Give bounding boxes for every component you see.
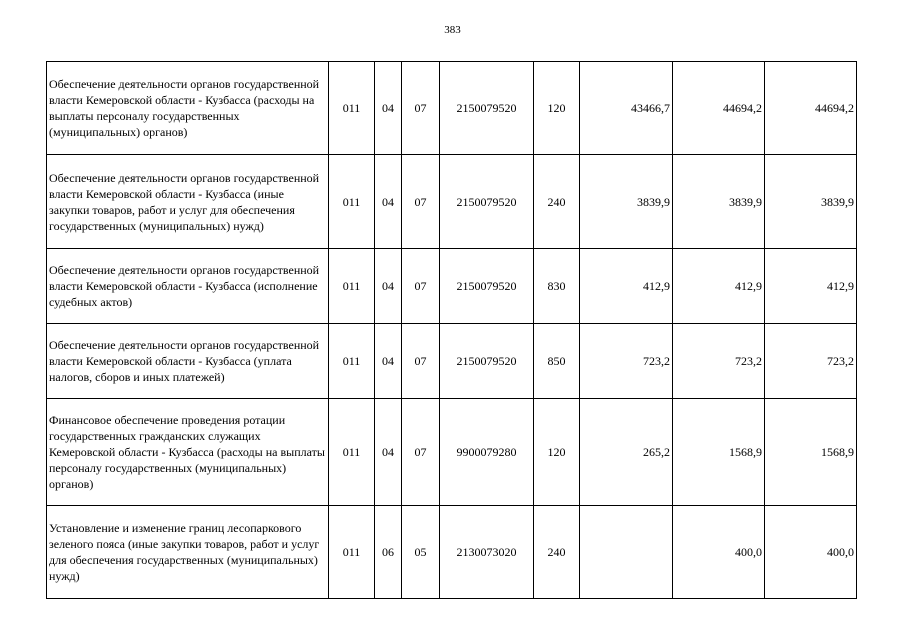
target-article-code: 2130073020 [440,506,534,599]
subsection-code: 05 [402,506,440,599]
subsection-code: 07 [402,155,440,249]
amount-year-3: 1568,9 [765,399,857,506]
expense-type-code: 120 [534,62,580,155]
ministry-code: 011 [329,62,375,155]
amount-year-3: 3839,9 [765,155,857,249]
expense-type-code: 240 [534,506,580,599]
amount-year-3: 400,0 [765,506,857,599]
row-description: Обеспечение деятельности органов государственной власти Кемеровской области - Кузбасса (исполнение судебных актов) [47,249,329,324]
table-row [47,62,857,155]
page-number: 383 [444,24,461,36]
ministry-code: 011 [329,506,375,599]
ministry-code: 011 [329,249,375,324]
expense-type-code: 120 [534,399,580,506]
amount-year-1: 43466,7 [580,62,673,155]
table-body [47,62,857,599]
amount-year-2: 3839,9 [673,155,765,249]
subsection-code: 07 [402,62,440,155]
row-description: Обеспечение деятельности органов государственной власти Кемеровской области - Кузбасса (расходы на выплаты персоналу государственных (муниципальных) органов) [47,62,329,155]
amount-year-2: 400,0 [673,506,765,599]
amount-year-1: 265,2 [580,399,673,506]
amount-year-1: 412,9 [580,249,673,324]
expense-type-code: 830 [534,249,580,324]
section-code: 04 [375,324,402,399]
ministry-code: 011 [329,324,375,399]
ministry-code: 011 [329,155,375,249]
section-code: 04 [375,399,402,506]
row-description: Обеспечение деятельности органов государственной власти Кемеровской области - Кузбасса (иные закупки товаров, работ и услуг для обеспечения государственных (муниципальных) нужд) [47,155,329,249]
target-article-code: 2150079520 [440,249,534,324]
target-article-code: 2150079520 [440,62,534,155]
table-row [47,155,857,249]
subsection-code: 07 [402,249,440,324]
section-code: 04 [375,62,402,155]
table-row [47,399,857,506]
amount-year-2: 412,9 [673,249,765,324]
table-row [47,249,857,324]
amount-year-2: 44694,2 [673,62,765,155]
row-description: Обеспечение деятельности органов государственной власти Кемеровской области - Кузбасса (уплата налогов, сборов и иных платежей) [47,324,329,399]
target-article-code: 2150079520 [440,155,534,249]
table-row [47,506,857,599]
table-row [47,324,857,399]
section-code: 04 [375,155,402,249]
row-description: Финансовое обеспечение проведения ротации государственных гражданских служащих Кемеровской области - Кузбасса (расходы на выплаты персоналу государственных (муниципальных) органов) [47,399,329,506]
amount-year-3: 723,2 [765,324,857,399]
ministry-code: 011 [329,399,375,506]
amount-year-3: 412,9 [765,249,857,324]
amount-year-1: 723,2 [580,324,673,399]
expense-type-code: 240 [534,155,580,249]
amount-year-1 [580,506,673,599]
budget-table [46,61,857,599]
subsection-code: 07 [402,399,440,506]
section-code: 06 [375,506,402,599]
amount-year-2: 1568,9 [673,399,765,506]
row-description: Установление и изменение границ лесопаркового зеленого пояса (иные закупки товаров, работ и услуг для обеспечения государственных (муниципальных) нужд) [47,506,329,599]
target-article-code: 9900079280 [440,399,534,506]
subsection-code: 07 [402,324,440,399]
amount-year-1: 3839,9 [580,155,673,249]
section-code: 04 [375,249,402,324]
amount-year-3: 44694,2 [765,62,857,155]
target-article-code: 2150079520 [440,324,534,399]
amount-year-2: 723,2 [673,324,765,399]
expense-type-code: 850 [534,324,580,399]
